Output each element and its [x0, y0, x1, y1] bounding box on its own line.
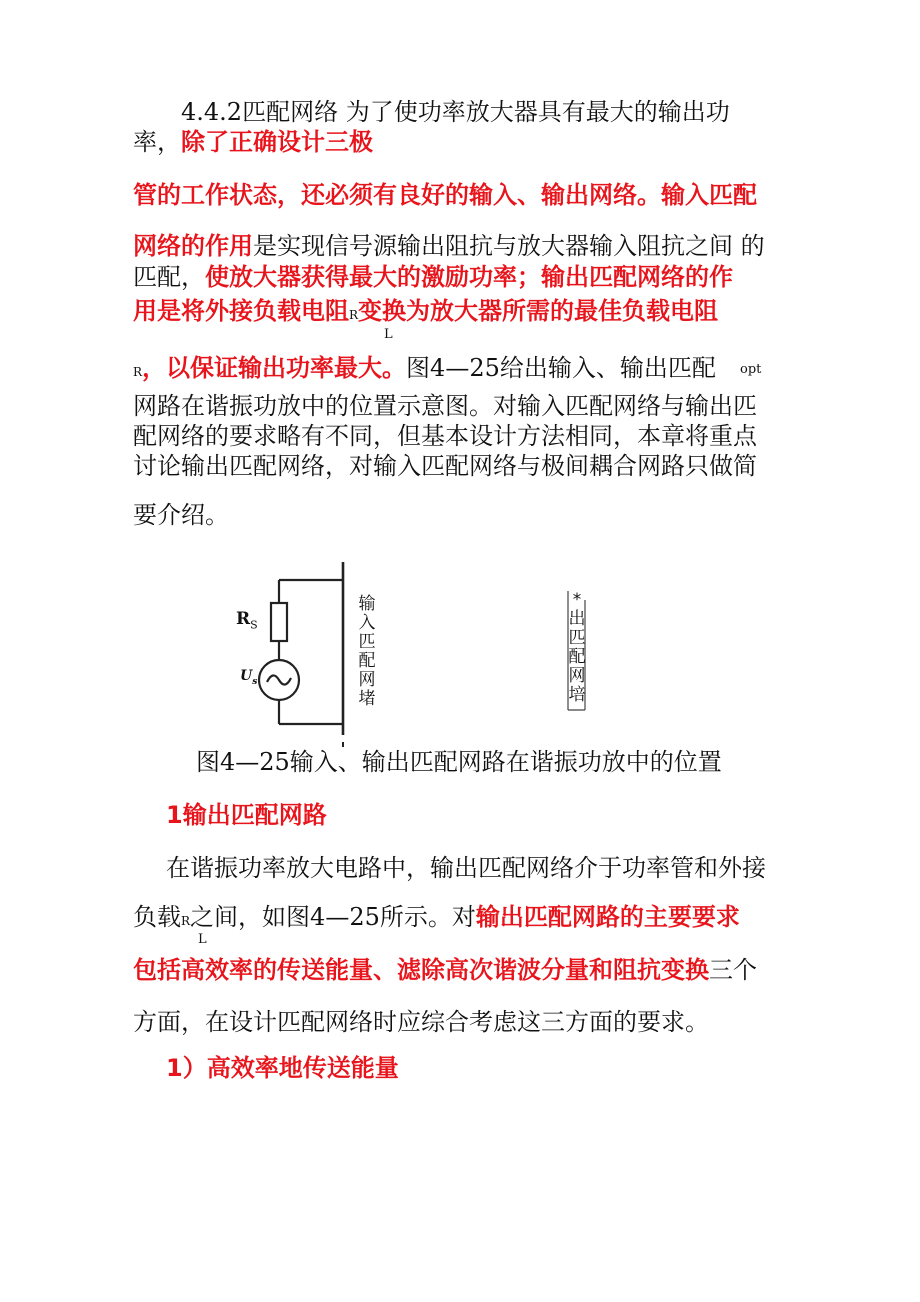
rs-subscript: S	[250, 618, 258, 632]
text-span: 率，	[133, 128, 181, 156]
emphasis-span: 除了正确设计三极	[181, 128, 373, 156]
symbol-r: R	[349, 308, 359, 322]
sec1-line4: 方面，在设计匹配网络时应综合考虑这三方面的要求。	[133, 1008, 709, 1036]
us-subscript: s	[252, 676, 258, 687]
sec1-line3	[133, 955, 757, 985]
para1-line9: 配网络的要求略有不同，但基本设计方法相同，本章将重点	[133, 422, 757, 450]
sec1-line1: 在谐振功率放大电路中，输出匹配网络介于功率管和外接	[166, 854, 766, 882]
input-matching-network-label: 输入匹配网堵	[358, 594, 376, 709]
us-letter: U	[240, 668, 253, 684]
text-span: 三个	[709, 956, 757, 984]
subscript-opt: opt	[740, 362, 762, 377]
symbol-r: R	[133, 365, 143, 379]
emphasis-span: 变换为放大器所需的最佳负载电阻	[358, 297, 719, 325]
text-span: 图4—25给出输入、输出匹配	[406, 354, 716, 382]
output-matching-network-label: *出匹配网培	[568, 590, 586, 705]
text-span: 负载	[133, 903, 181, 931]
emphasis-span: ，以保证输出功率最大。	[142, 354, 407, 382]
para1-line11: 要介绍。	[133, 501, 229, 529]
resistor-rs	[271, 603, 287, 641]
sec1-line2	[133, 902, 740, 936]
section-heading-1: 1输出匹配网路	[166, 801, 327, 829]
us-label	[240, 668, 257, 687]
symbol-r: R	[181, 914, 191, 928]
text-span: 是实现信号源输出阻抗与放大器输入阻抗之间 的	[253, 232, 765, 260]
text-span: 匹配，	[133, 263, 205, 291]
para1-line3: 管的工作状态，还必须有良好的输入、输出网络。输入匹配	[133, 181, 757, 209]
emphasis-span: 包括高效率的传送能量、滤除高次谐波分量和阻抗变换	[133, 956, 709, 984]
emphasis-span: 用是将外接负载电阻	[133, 297, 349, 325]
subscript-l: L	[384, 327, 393, 342]
section-heading-2: 1）高效率地传送能量	[166, 1054, 399, 1082]
emphasis-span: 网络的作用	[133, 232, 253, 260]
para1-line10: 讨论输出匹配网络，对输入匹配网络与极间耦合网路只做简	[133, 452, 757, 480]
para1-line1: 4.4.2匹配网络 为了使功率放大器具有最大的输出功	[181, 98, 730, 126]
rs-letter: R	[236, 609, 251, 629]
emphasis-span: 使放大器获得最大的激励功率；输出匹配网络的作	[205, 263, 733, 291]
subscript-l: L	[198, 932, 207, 947]
rs-label	[236, 609, 258, 631]
text-span: 之间，如图4—25所示。对	[190, 903, 476, 931]
figure-caption: 图4—25输入、输出匹配网路在谐振功放中的位置	[196, 748, 722, 776]
sine-wave-icon	[267, 675, 291, 684]
para1-line8: 网路在谐振功放中的位置示意图。对输入匹配网络与输出匹	[133, 392, 757, 420]
emphasis-span: 输出匹配网路的主要要求	[475, 903, 740, 931]
